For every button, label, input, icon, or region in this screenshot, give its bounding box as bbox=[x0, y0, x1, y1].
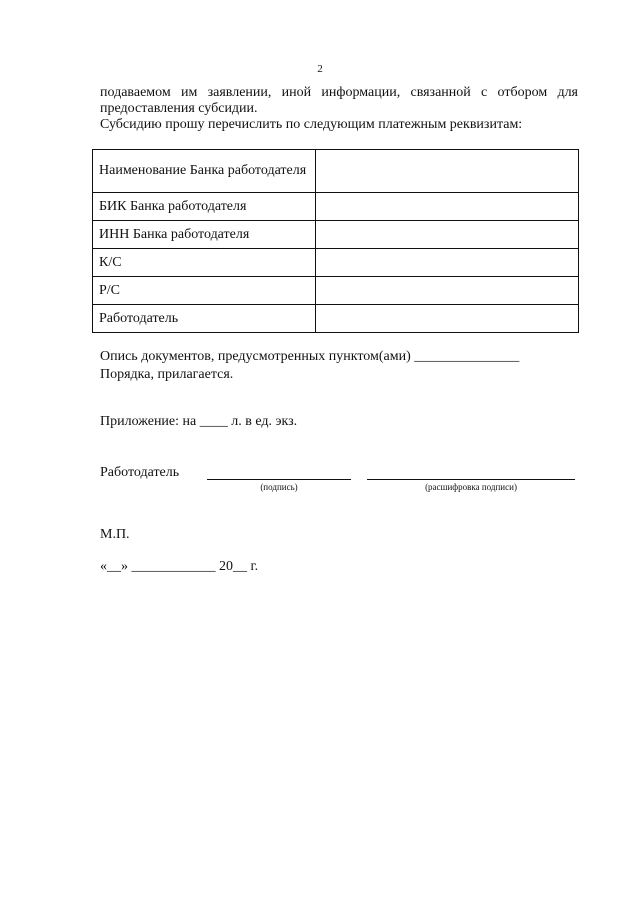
intro-paragraph-1: подаваемом им заявлении, иной информации, связанной с отбором для предоставления субсидии. bbox=[100, 85, 578, 116]
signature-decoding-line[interactable] bbox=[367, 479, 575, 480]
intro-paragraph-2: Субсидию прошу перечислить по следующим платежным реквизитам: bbox=[100, 117, 523, 132]
stamp-place: М.П. bbox=[100, 527, 130, 542]
table-row bbox=[93, 249, 579, 277]
bik-value[interactable] bbox=[316, 193, 579, 221]
table-row bbox=[93, 221, 579, 249]
inventory-line-2: Порядка, прилагается. bbox=[100, 367, 234, 382]
signature-line[interactable] bbox=[207, 479, 351, 480]
bank-name-label: Наименование Банка работодателя bbox=[93, 150, 316, 193]
table-row bbox=[93, 277, 579, 305]
table-row bbox=[93, 305, 579, 333]
employer-row-label: Работодатель bbox=[93, 305, 316, 333]
correspondent-account-value[interactable] bbox=[316, 249, 579, 277]
bik-label: БИК Банка работодателя bbox=[93, 193, 316, 221]
settlement-account-value[interactable] bbox=[316, 277, 579, 305]
inn-label: ИНН Банка работодателя bbox=[93, 221, 316, 249]
inn-value[interactable] bbox=[316, 221, 579, 249]
date-field: «__» ____________ 20__ г. bbox=[100, 559, 259, 574]
attachment-text: Приложение: на ____ л. в ед. экз. bbox=[100, 414, 298, 429]
page-number: 2 bbox=[317, 63, 323, 75]
table-row bbox=[93, 193, 579, 221]
settlement-account-label: Р/С bbox=[93, 277, 316, 305]
inventory-text bbox=[100, 348, 519, 384]
employer-signature-label: Работодатель bbox=[100, 465, 180, 480]
employer-row-value[interactable] bbox=[316, 305, 579, 333]
intro-text bbox=[100, 85, 578, 133]
bank-name-value[interactable] bbox=[316, 150, 579, 193]
inventory-line-1: Опись документов, предусмотренных пунктом(ами) _______________ bbox=[100, 349, 520, 364]
bank-details-table bbox=[92, 149, 579, 333]
correspondent-account-label: К/С bbox=[93, 249, 316, 277]
signature-caption: (подпись) bbox=[260, 482, 298, 492]
table-row bbox=[93, 150, 579, 193]
signature-decoding-caption: (расшифровка подписи) bbox=[425, 482, 517, 492]
